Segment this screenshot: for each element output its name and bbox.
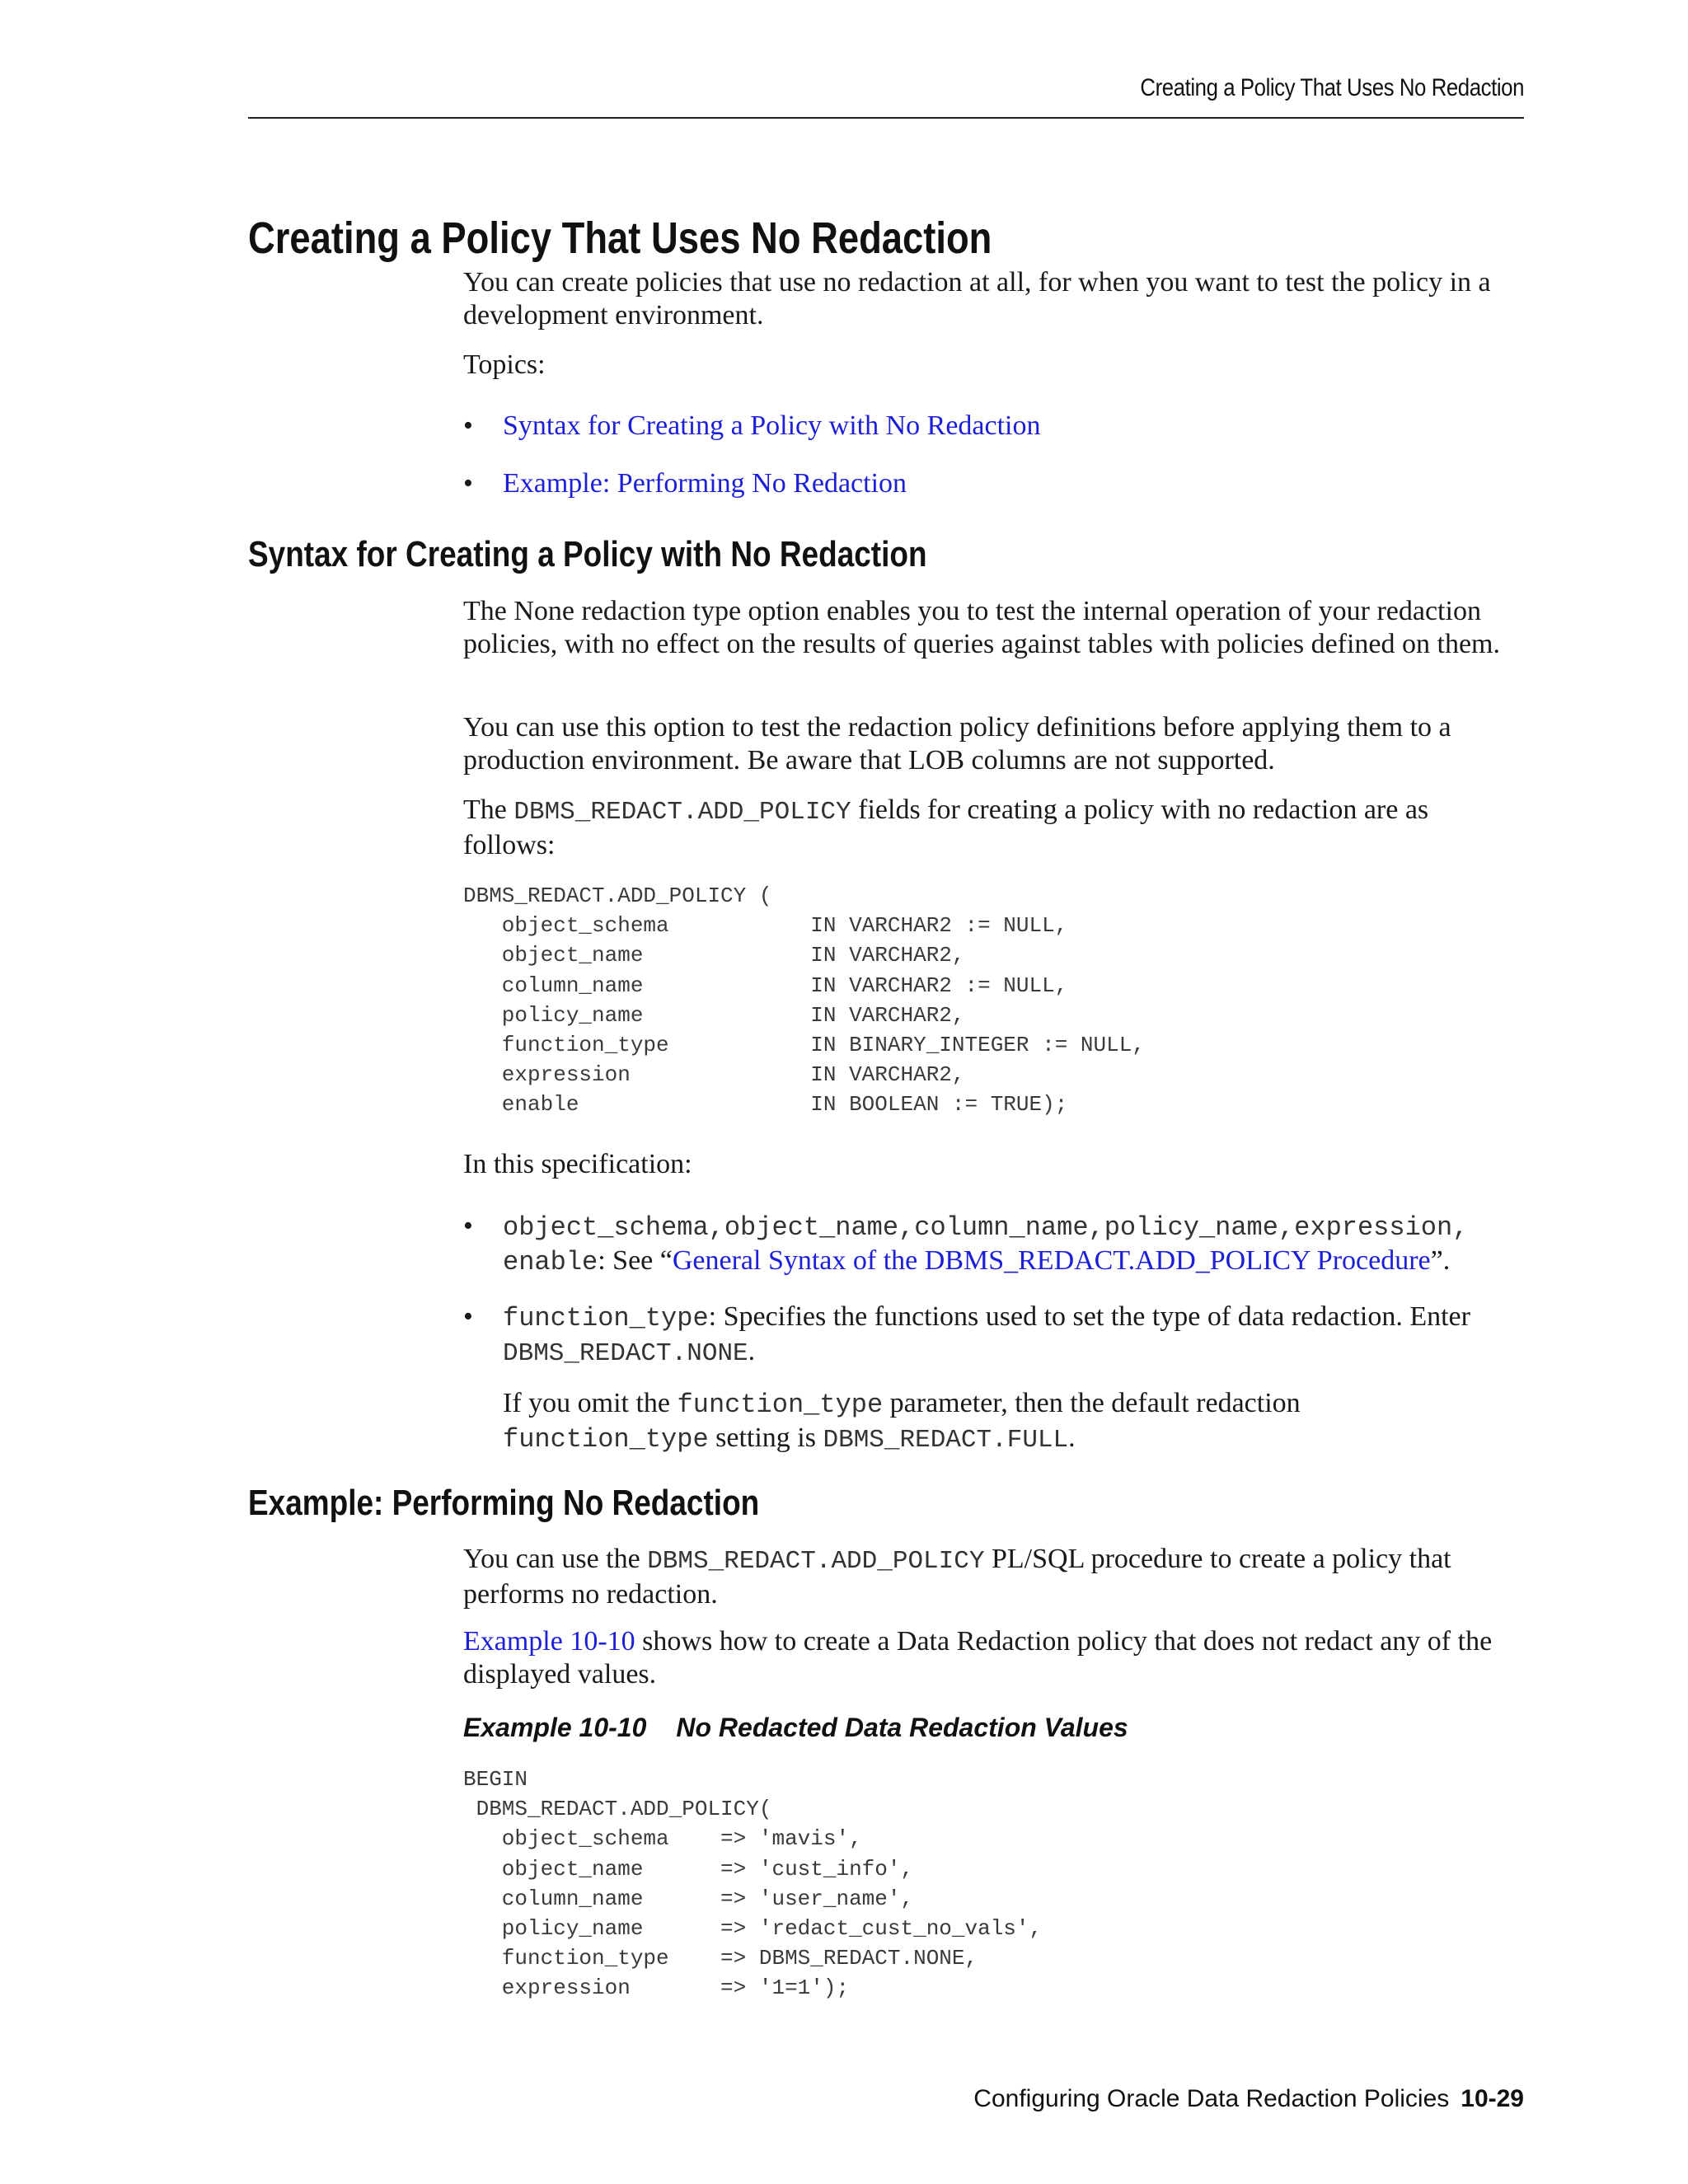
general-syntax-link[interactable]: General Syntax of the DBMS_REDACT.ADD_POLICY Procedure [672, 1245, 1431, 1276]
running-header: Creating a Policy That Uses No Redaction [1140, 74, 1524, 101]
inline-code: DBMS_REDACT.ADD_POLICY [513, 798, 851, 827]
inline-code: function_type [503, 1424, 709, 1455]
example-caption [463, 1713, 1128, 1743]
bullet-icon: • [463, 410, 473, 441]
syntax-para-3: The DBMS_REDACT.ADD_POLICY fields for creating a policy with no redaction are as follows: [463, 794, 1429, 860]
bullet-icon: • [463, 1301, 473, 1332]
syntax-heading: Syntax for Creating a Policy with No Redaction [248, 534, 927, 574]
spec-label: In this specification: [463, 1149, 692, 1179]
inline-code: DBMS_REDACT.NONE [503, 1339, 748, 1368]
example-10-10-link[interactable]: Example 10-10 [463, 1626, 635, 1657]
page-number: 10-29 [1461, 2085, 1524, 2112]
inline-code: function_type [677, 1390, 884, 1420]
topics-label: Topics: [463, 349, 546, 380]
example-code-block: BEGIN DBMS_REDACT.ADD_POLICY( object_schema => 'mavis', object_name => 'cust_info', column_name => 'user_name', policy_name => 'redact_cust_no_vals', function_type => DBMS_REDACT.NONE, expression => '1=1'); [463, 1767, 1043, 2001]
spec-item-note: If you omit the function_type parameter, then the default redaction function_type setting is DBMS_REDACT.FULL. [503, 1388, 1301, 1455]
section-intro: You can create policies that use no redaction at all, for when you want to test the policy in a development environment. [463, 267, 1491, 330]
inline-code: DBMS_REDACT.FULL [823, 1426, 1069, 1455]
example-number: Example 10-10 [463, 1713, 647, 1742]
syntax-para-2: You can use this option to test the redaction policy definitions before applying them to a production environment. Be aware that LOB columns are not supported. [463, 712, 1451, 776]
footer-title: Configuring Oracle Data Redaction Policies [973, 2085, 1450, 2112]
syntax-code-block: DBMS_REDACT.ADD_POLICY ( object_schema IN VARCHAR2 := NULL, object_name IN VARCHAR2, column_name IN VARCHAR2 := NULL, policy_name IN VARCHAR2, function_type IN BINARY_INTEGER := NULL, expression IN VARCHAR2, enable IN BOOLEAN := TRUE); [463, 883, 1145, 1118]
inline-code: object_schema,object_name,column_name,policy_name,expression, [503, 1212, 1469, 1243]
inline-code: DBMS_REDACT.ADD_POLICY [647, 1547, 985, 1576]
bullet-icon: • [463, 1211, 473, 1241]
topic-link-syntax[interactable]: Syntax for Creating a Policy with No Redaction [503, 410, 1041, 441]
example-caption-title: No Redacted Data Redaction Values [676, 1713, 1128, 1742]
section-title: Creating a Policy That Uses No Redaction [248, 213, 992, 263]
spec-item-body: function_type: Specifies the functions used to set the type of data redaction. Enter DBMS_REDACT.NONE. If you omit the function_type parameter, then the default redaction function_type setting is DBMS_REDACT.FULL. [503, 1301, 1525, 1457]
example-para-1: You can use the DBMS_REDACT.ADD_POLICY PL/SQL procedure to create a policy that performs no redaction. [463, 1544, 1451, 1610]
example-para-2: Example 10-10 shows how to create a Data Redaction policy that does not redact any of the displayed values. [463, 1626, 1493, 1690]
inline-code: enable [503, 1247, 598, 1277]
inline-code: function_type [503, 1303, 709, 1333]
header-rule [248, 117, 1524, 119]
bullet-icon: • [463, 468, 473, 499]
spec-item-body: object_schema,object_name,column_name,policy_name,expression, enable: See “General Syntax of the DBMS_REDACT.ADD_POLICY Procedure”. [503, 1212, 1469, 1277]
syntax-para-1: The None redaction type option enables you to test the internal operation of your redaction policies, with no effect on the results of queries against tables with policies defined on them. [463, 596, 1500, 659]
example-heading: Example: Performing No Redaction [248, 1483, 760, 1523]
page-footer [248, 2085, 1524, 2113]
topic-link-example[interactable]: Example: Performing No Redaction [503, 468, 907, 499]
